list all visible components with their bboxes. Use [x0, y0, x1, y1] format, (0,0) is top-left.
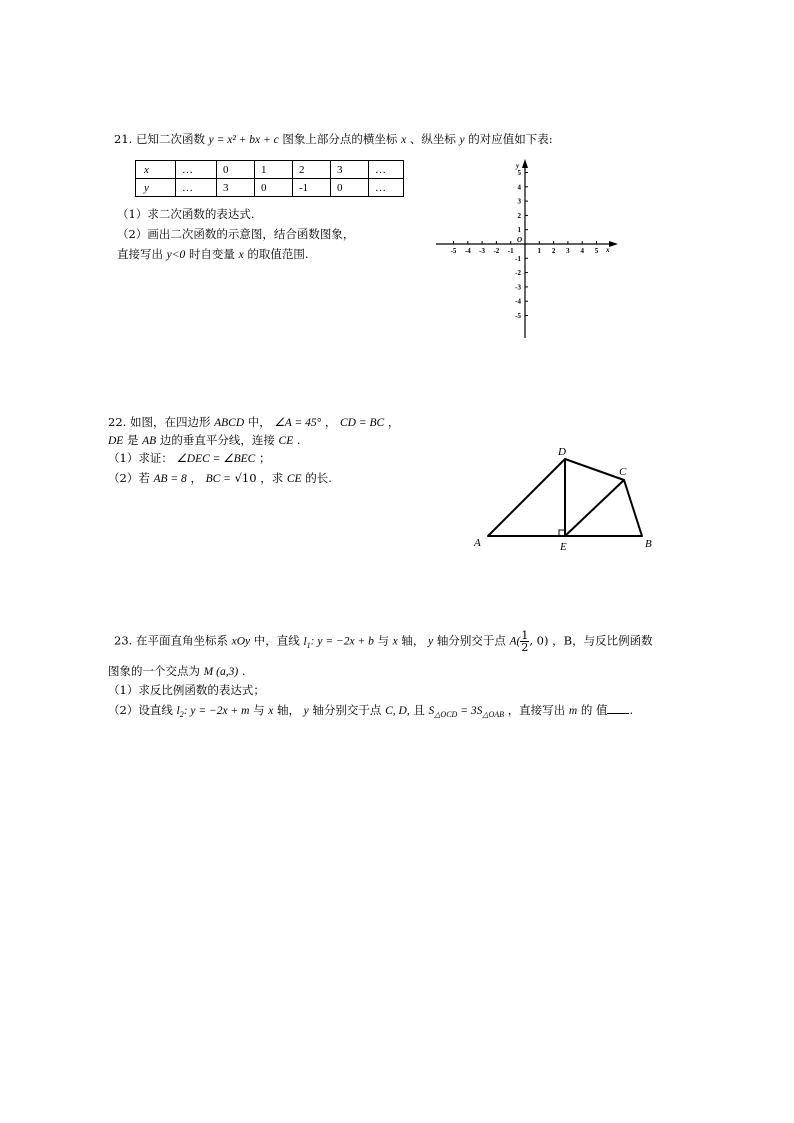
- q21-value-table: [135, 160, 404, 197]
- q22-text: 边的垂直平分线，连接: [159, 433, 275, 447]
- q22-de: DE: [108, 435, 124, 447]
- x-tick-label: 3: [566, 247, 570, 255]
- q22-ce: CE: [278, 435, 294, 447]
- q21-text: 的取值范围.: [247, 247, 309, 261]
- q23-l2: $l_2$: [176, 705, 184, 719]
- q21-var-y: y: [459, 134, 465, 146]
- q23-text: 中，直线: [253, 633, 300, 648]
- q23-text: .: [241, 664, 246, 678]
- q22-text: ，: [387, 415, 400, 429]
- q22-sqrt: √10: [234, 471, 257, 485]
- q22-text: .: [296, 433, 301, 447]
- y-tick-label: -4: [515, 297, 521, 306]
- q23-area-eq: $S_{\triangle OCD} = 3S_{\triangle OAB}$: [428, 705, 505, 719]
- table-row: [136, 179, 404, 197]
- q23-text: .: [629, 703, 634, 717]
- table-cell: 0: [255, 179, 293, 197]
- q21-stem-d: 的对应值如下表:: [468, 132, 553, 146]
- q23-part2: [108, 702, 633, 723]
- q23-text: ，直接写出: [507, 703, 566, 717]
- q21-formula: y = x² + bx + c: [208, 134, 279, 146]
- table-cell: 3: [217, 179, 255, 197]
- q23-fraction: $\frac{1}{2}$: [521, 629, 529, 654]
- y-tick-label: -2: [515, 269, 521, 278]
- q23-line1: [114, 630, 653, 654]
- y-tick-label: 3: [517, 197, 521, 206]
- q22-text: ，: [190, 471, 202, 485]
- y-tick-label: -1: [515, 254, 521, 263]
- q23-point-m: M (a,3): [203, 666, 239, 678]
- q21-coordinate-axes: [432, 158, 622, 343]
- q22-text: （1）求证：: [108, 451, 173, 465]
- q23-l1-eq: : y = −2x + b: [310, 635, 374, 648]
- q21-number: 21.: [114, 132, 133, 146]
- q23-line2: [108, 663, 245, 680]
- q23-text: （2）设直线: [108, 703, 173, 717]
- q21-var: x: [238, 249, 244, 261]
- q23-point-a-end: , 0): [529, 633, 549, 648]
- x-tick-label: 2: [551, 247, 556, 255]
- x-axis-arrow: [609, 241, 618, 247]
- q21-stem-b: 图象上部分点的横坐标: [282, 132, 398, 146]
- x-tick-label: -2: [493, 247, 500, 255]
- table-cell: 3: [331, 161, 369, 179]
- q21-stem-c: 、纵坐标: [409, 132, 456, 146]
- q23-text: 且: [413, 703, 425, 717]
- q23-x: x: [392, 635, 398, 648]
- q22-text: 是: [127, 433, 139, 447]
- table-cell: 2: [293, 161, 331, 179]
- q21-part2: （2）画出二次函数的示意图，结合函数图象，: [117, 227, 355, 241]
- origin-label: O: [517, 236, 523, 244]
- table-cell: …: [176, 161, 217, 179]
- y-tick-label: 1: [517, 226, 521, 235]
- q23-text: 轴，: [277, 703, 301, 717]
- table-cell: …: [369, 179, 404, 197]
- q23-cd: C, D,: [385, 705, 410, 717]
- y-axis-label: y: [516, 162, 520, 170]
- q22-text: （2）若: [108, 471, 150, 485]
- y-tick-label: -3: [515, 283, 521, 292]
- x-tick-label: 5: [594, 247, 599, 255]
- q21-stem-a: 已知二次函数: [135, 132, 205, 146]
- x-tick-label: 4: [580, 247, 584, 255]
- q23-text: 图象的一个交点为: [108, 664, 200, 678]
- x-tick-label: 1: [537, 247, 542, 255]
- q23-text: 在平面直角坐标系: [135, 633, 228, 648]
- table-cell: 0: [331, 179, 369, 197]
- q22-line2: [108, 432, 301, 449]
- x-tick-label: -3: [479, 247, 486, 255]
- table-cell: 1: [255, 161, 293, 179]
- q22-bc: BC =: [205, 473, 231, 485]
- y-axis-arrow: [522, 159, 528, 168]
- q23-number: 23.: [114, 633, 133, 648]
- q22-text: ，求: [260, 471, 284, 485]
- q22-text: 如图，在四边形: [129, 415, 211, 429]
- x-axis-label: x: [606, 246, 610, 254]
- q22-text: 中，: [247, 415, 271, 429]
- q22-text: ，: [324, 415, 337, 429]
- q23-text: 与: [377, 633, 389, 648]
- q21-text: 直接写出: [117, 247, 163, 261]
- q22-text: 的长.: [305, 471, 332, 485]
- label-a: A: [474, 537, 481, 549]
- q23-l2-eq: : y = −2x + m: [183, 705, 250, 717]
- x-tick-label: -4: [464, 247, 471, 255]
- q22-quadrilateral-figure: [470, 442, 670, 557]
- q21-stem: [114, 131, 553, 148]
- q21-text: 时自变量: [188, 247, 235, 261]
- q23-xoy: xOy: [231, 635, 251, 648]
- q23-x: x: [268, 705, 274, 717]
- q23-m: m: [568, 705, 578, 717]
- table-cell: 0: [217, 161, 255, 179]
- table-cell: y: [136, 179, 176, 197]
- q22-text: ；: [259, 451, 271, 465]
- label-d: D: [558, 446, 566, 458]
- q23-y: y: [428, 635, 434, 648]
- q22-line1: [108, 414, 399, 431]
- q22-angle: ∠A = 45°: [274, 417, 322, 429]
- table-cell: x: [136, 161, 176, 179]
- x-tick-label: -1: [507, 247, 514, 255]
- q23-text: 与: [253, 703, 265, 717]
- q23-text: ，B，与反比例函数: [552, 633, 653, 648]
- q21-part1: （1）求二次函数的表达式.: [117, 207, 255, 221]
- q23-point-a: A(: [509, 635, 521, 648]
- q23-text: 轴分别交于点: [312, 703, 382, 717]
- table-cell: …: [369, 161, 404, 179]
- q23-y: y: [303, 705, 309, 717]
- q22-ab-value: AB = 8: [153, 473, 187, 485]
- y-tick-label: 4: [517, 183, 521, 192]
- table-row: [136, 161, 404, 179]
- q23-text: 轴分别交于点: [436, 633, 506, 648]
- q21-condition: y<0: [166, 249, 186, 261]
- q21-part2-cont: [117, 246, 309, 263]
- q22-number: 22.: [108, 415, 127, 429]
- q22-eq: CD = BC: [340, 417, 385, 429]
- q22-part1: [108, 450, 271, 467]
- q22-angle-eq: ∠DEC = ∠BEC: [176, 453, 256, 465]
- label-b: B: [645, 538, 652, 550]
- q23-text: 的 值: [580, 703, 608, 717]
- q22-ce: CE: [286, 473, 302, 485]
- label-c: C: [619, 466, 627, 478]
- table-cell: …: [176, 179, 217, 197]
- answer-blank: [607, 703, 629, 714]
- q22-part2: [108, 470, 332, 487]
- y-tick-label: 2: [517, 211, 521, 220]
- segment-ce: [565, 480, 624, 536]
- y-tick-label: -5: [515, 312, 521, 320]
- y-tick-label: 5: [517, 169, 521, 177]
- q23-part1: （1）求反比例函数的表达式；: [108, 683, 265, 697]
- q22-quad: ABCD: [214, 417, 245, 429]
- q23-l1: $l_1$: [303, 635, 311, 650]
- table-cell: -1: [293, 179, 331, 197]
- q22-ab: AB: [142, 435, 157, 447]
- x-tick-label: -5: [450, 247, 457, 255]
- q21-var-x: x: [401, 134, 407, 146]
- q23-text: 轴，: [401, 633, 425, 648]
- label-e: E: [560, 541, 567, 553]
